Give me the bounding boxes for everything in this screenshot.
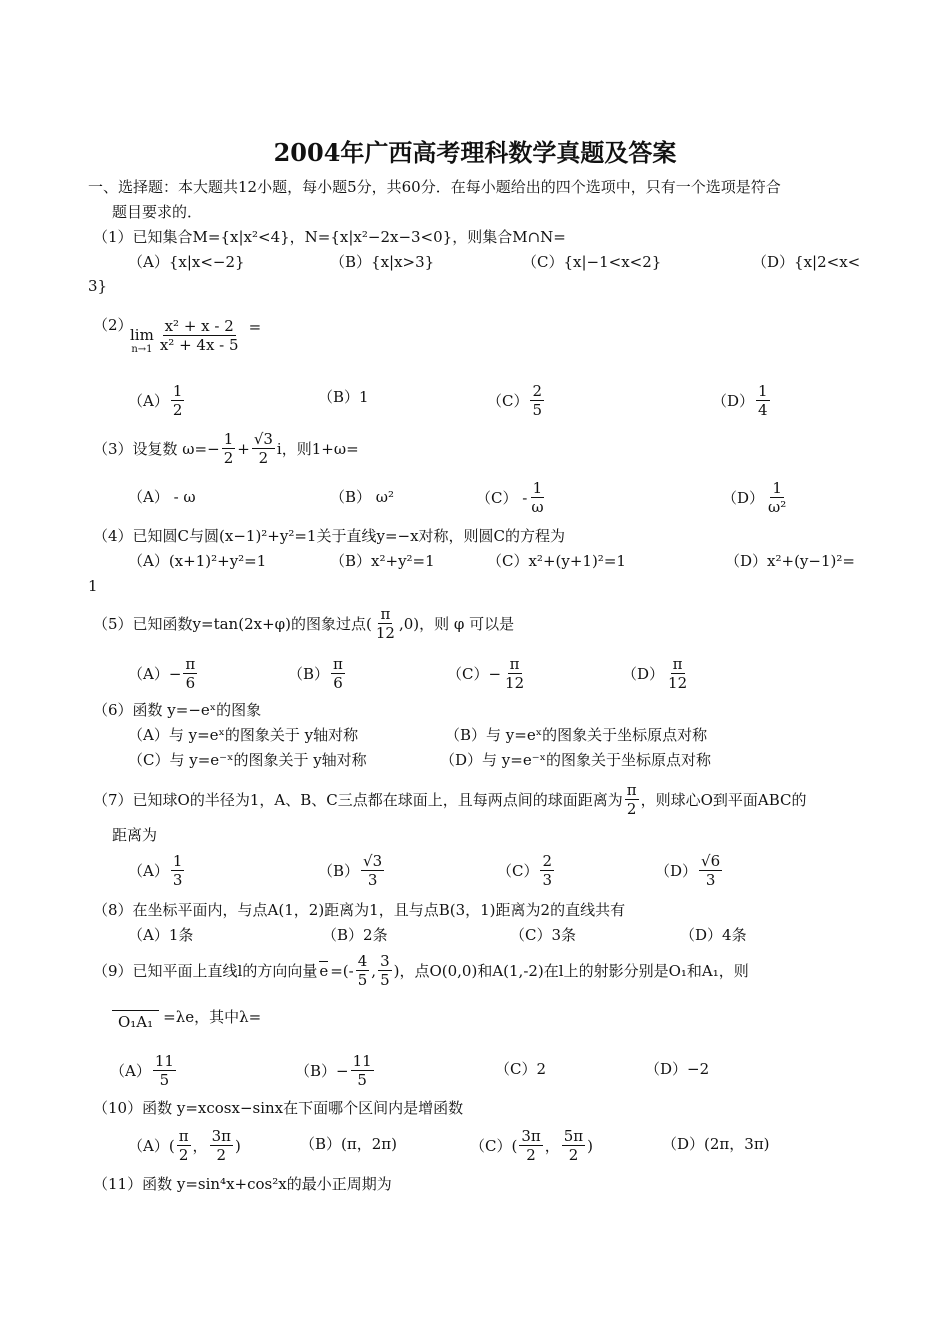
q2-option-d: （D） $\frac{1}{4}$ xyxy=(712,382,768,419)
q9-option-c: （C）2 xyxy=(495,1060,547,1078)
q6-option-a: （A）与 y=eˣ的图象关于 y轴对称 xyxy=(128,726,359,744)
section-heading: 一、选择题：本大题共12小题，每小题5分，共60分．在每小题给出的四个选项中，只有一个选项是符合 xyxy=(88,178,781,196)
q8-option-d: （D）4条 xyxy=(680,926,747,944)
q1-option-d-wrap: 3} xyxy=(88,277,108,295)
q2-denominator: x² + 4x - 5 xyxy=(159,336,239,354)
q2-option-b: （B）1 xyxy=(318,388,369,406)
q7-option-a: （A） $\frac{1}{3}$ xyxy=(128,852,183,889)
q9-stem-cont: O₁A₁ =λe，其中λ= xyxy=(112,1002,261,1031)
question-1-stem: （1）已知集合M={x|x²<4}，N={x|x²−2x−3<0}，则集合M∩N= xyxy=(93,228,566,246)
q10-option-c: （C）( $\frac{3\pi}{2}$ ， $\frac{5\pi}{2}$ ) xyxy=(470,1127,594,1164)
q7-option-b: （B） $\frac{√3}{3}$ xyxy=(318,852,383,889)
q2-limit-expression xyxy=(130,316,261,355)
q2-lim: lim xyxy=(130,326,154,344)
q9-option-b: （B）− $\frac{11}{5}$ xyxy=(295,1052,372,1089)
q6-option-c: （C）与 y=e⁻ˣ的图象关于 y轴对称 xyxy=(128,751,367,769)
q5-option-a: （A）− $\frac{\pi}{6}$ xyxy=(128,655,196,692)
q4-option-c: （C）x²+(y+1)²=1 xyxy=(487,552,626,570)
q10-option-b: （B）(π，2π) xyxy=(300,1135,397,1153)
question-8-stem: （8）在坐标平面内，与点A(1，2)距离为1，且与点B(3，1)距离为2的直线共有 xyxy=(93,901,626,919)
q10-option-a: （A）( $\frac{\pi}{2}$ ， $\frac{3\pi}{2}$ ) xyxy=(128,1127,241,1164)
q1-option-d: （D）{x|2<x< xyxy=(752,253,861,271)
q4-option-b: （B）x²+y²=1 xyxy=(330,552,435,570)
q1-option-c: （C）{x|−1<x<2} xyxy=(522,253,662,271)
page-title: 2004年广西高考理科数学真题及答案 xyxy=(273,138,677,167)
q1-option-b: （B）{x|x>3} xyxy=(330,253,435,271)
q6-option-b: （B）与 y=eˣ的图象关于坐标原点对称 xyxy=(445,726,708,744)
question-5-stem: （5）已知函数y=tan(2x+φ)的图象过点( $\frac{\pi}{12}$ ,0)，则 φ 可以是 xyxy=(93,605,515,642)
q4-option-a: （A）(x+1)²+y²=1 xyxy=(128,552,267,570)
q6-option-d: （D）与 y=e⁻ˣ的图象关于坐标原点对称 xyxy=(440,751,711,769)
q8-option-b: （B）2条 xyxy=(322,926,388,944)
question-7-stem: （7）已知球O的半径为1，A、B、C三点都在球面上，且每两点间的球面距离为 $\frac{\pi}{2}$ ，则球心O到平面ABC的 xyxy=(93,781,807,818)
q2-lim-sub: n→1 xyxy=(131,344,153,355)
q4-option-d: （D）x²+(y−1)²= xyxy=(725,552,855,570)
question-2-stem: （2） xyxy=(93,316,133,334)
q9-vector-o1a1: O₁A₁ xyxy=(112,1010,159,1031)
question-4-stem: （4）已知圆C与圆(x−1)²+y²=1关于直线y=−x对称，则圆C的方程为 xyxy=(93,527,566,545)
q1-option-a: （A）{x|x<−2} xyxy=(128,253,245,271)
q3-option-b: （B） ω² xyxy=(330,488,395,506)
q5-option-d: （D） $\frac{\pi}{12}$ xyxy=(622,655,688,692)
q10-option-d: （D）(2π，3π) xyxy=(662,1135,770,1153)
question-9-stem: （9）已知平面上直线l的方向向量 e =(- $\frac{4}{5}$ , $\frac{3}{5}$ )，点O(0,0)和A(1,-2)在l上的射影分别是O₁和A₁，则 xyxy=(93,952,749,989)
q5-option-c: （C）− $\frac{\pi}{12}$ xyxy=(447,655,525,692)
section-heading-cont: 题目要求的． xyxy=(112,203,203,221)
q7-stem-cont: 距离为 xyxy=(112,826,158,844)
q7-option-c: （C） $\frac{2}{3}$ xyxy=(497,852,553,889)
q3-option-c: （C） - $\frac{1}{\omega}$ xyxy=(476,479,544,516)
q9-vector-e: e xyxy=(319,962,329,980)
q8-option-c: （C）3条 xyxy=(510,926,577,944)
question-11-stem: （11）函数 y=sin⁴x+cos²x的最小正周期为 xyxy=(93,1175,392,1193)
q2-numerator: x² + x - 2 xyxy=(164,317,234,335)
q9-option-d: （D）−2 xyxy=(645,1060,710,1078)
q4-option-d-wrap: 1 xyxy=(88,577,98,595)
q2-option-c: （C） $\frac{2}{5}$ xyxy=(487,382,543,419)
question-6-stem: （6）函数 y=−eˣ的图象 xyxy=(93,701,262,719)
q2-equals: = xyxy=(248,317,262,336)
q5-option-b: （B） $\frac{\pi}{6}$ xyxy=(288,655,343,692)
q2-option-a: （A） $\frac{1}{2}$ xyxy=(128,382,183,419)
question-10-stem: （10）函数 y=xcosx−sinx在下面哪个区间内是增函数 xyxy=(93,1099,464,1117)
q2-fraction xyxy=(158,317,241,354)
q3-option-a: （A） - ω xyxy=(128,488,196,506)
question-3-stem: （3）设复数 ω=− $\frac{1}{2}$ + $\frac{√3}{2}$ i，则1+ω= xyxy=(93,430,359,467)
q7-option-d: （D） $\frac{√6}{3}$ xyxy=(655,852,721,889)
q8-option-a: （A）1条 xyxy=(128,926,194,944)
q3-option-d: （D） $\frac{1}{\text{ω²}}$ xyxy=(722,479,787,516)
q9-option-a: （A） $\frac{11}{5}$ xyxy=(110,1052,174,1089)
